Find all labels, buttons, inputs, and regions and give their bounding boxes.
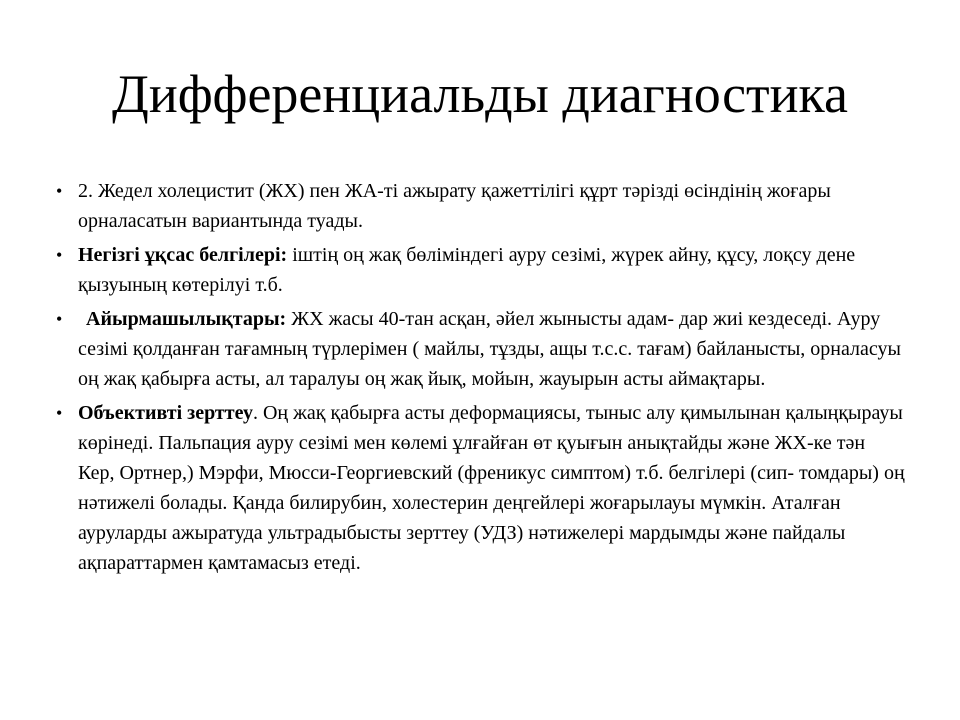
bullet-list [56,176,906,582]
bullet-icon: • [56,181,63,201]
list-item [56,240,906,300]
item-text: іштің оң жақ бөліміндегі ауру сезімі, жүрек айну, құсу, лоқсу дене қызуының көтерілуі т.б. [78,244,856,296]
item-lead: Объективті зерттеу [78,402,253,424]
bullet-icon: • [56,403,63,423]
item-text: 2. Жедел холецистит (ЖХ) пен ЖА-ті ажырату қажеттілігі құрт тәрізді өсіндінің жоғары орналасатын вариантында туады. [78,180,831,232]
slide-title: Дифференциальды диагностика [112,64,848,124]
bullet-icon: • [56,309,63,329]
item-lead: Айырмашылықтары: [86,308,287,330]
bullet-icon: • [56,245,63,265]
item-text: . Оң жақ қабырға асты деформациясы, тыныс алу қимылынан қалыңқырауы көрінеді. Пальпация ауру сезімі мен көлемі ұлғайған өт қуығын анықтайды және ЖХ-ке тән Кер, Ортнер,) Мэрфи, Мюсси-Георгиевский (френикус симптом) т.б. белгілері (сип- томдары) оң нәтижелі болады. Қанда билирубин, холестерин деңгейлері жоғарылауы мүмкін. Аталған ауруларды ажыратуда ультрадыбысты зерттеу (УДЗ) нәтижелері мардымды және пайдалы ақпараттармен қамтамасыз етеді. [78,402,905,574]
list-item [56,304,906,394]
item-lead: Негізгі ұқсас белгілері: [78,244,288,266]
list-item [56,398,906,578]
list-item [56,176,906,236]
item-text: ЖХ жасы 40-тан асқан, әйел жынысты адам- дар жиі кездеседі. Ауру сезімі қолданған тағамның түрлерімен ( майлы, тұзды, ащы т.с.с. тағам) байланысты, орналасуы оң жақ қабырға асты, ал таралуы оң жақ йық, мойын, жауырын асты аймақтары. [78,308,901,390]
